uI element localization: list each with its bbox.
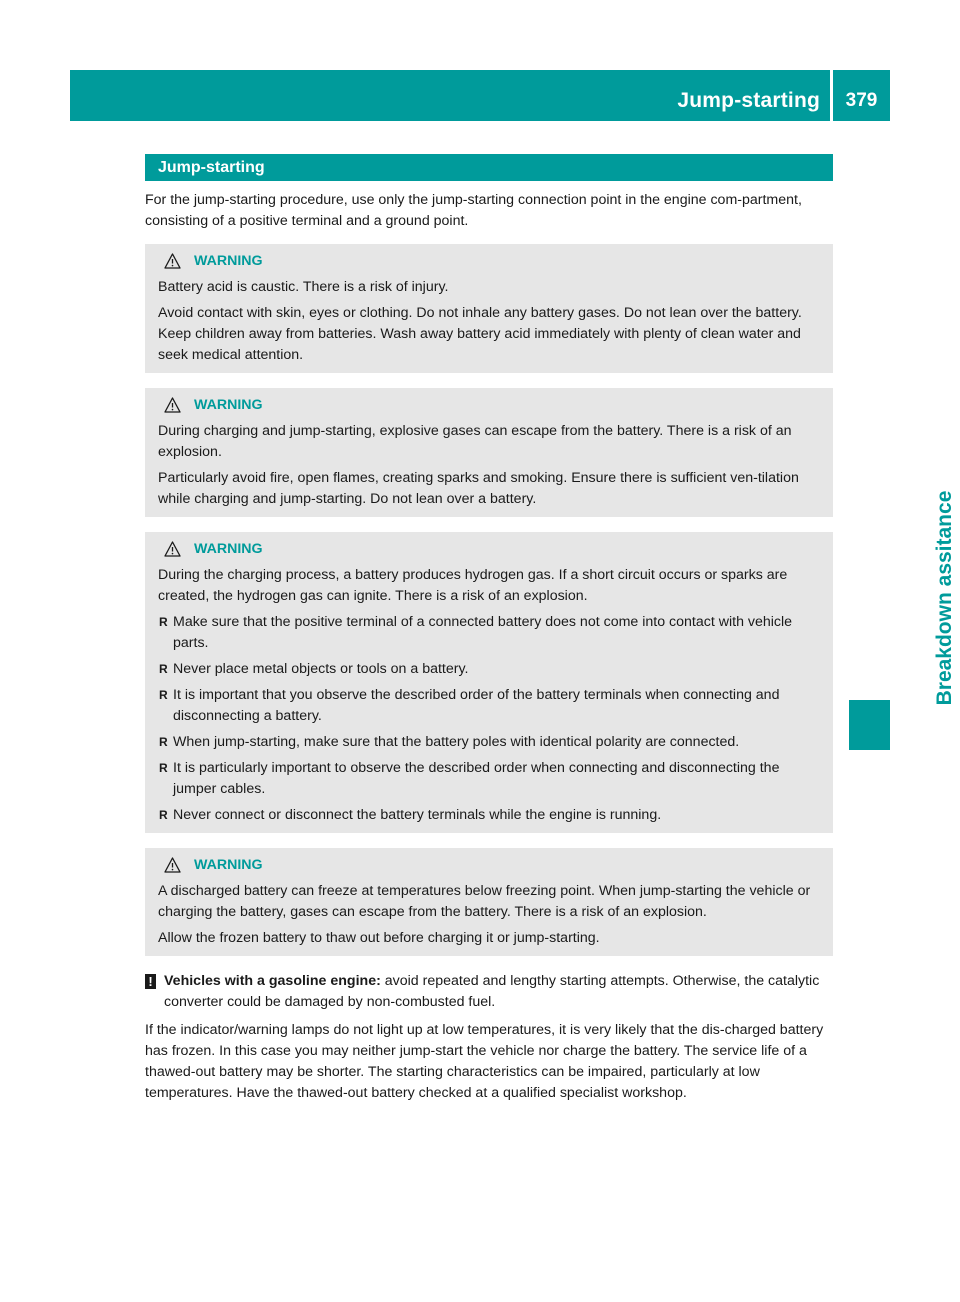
warning-box	[145, 532, 833, 833]
running-header-title: Jump-starting	[677, 89, 820, 112]
warning-label: WARNING	[194, 397, 263, 413]
list-item-text: It is important that you observe the described order of the battery terminals when connecting and disconnecting a battery.	[173, 687, 780, 724]
warning-text: A discharged battery can freeze at temperatures below freezing point. When jump-starting the vehicle or charging the battery, gases can escape from the battery. There is a risk of an explosion.	[158, 883, 811, 920]
warning-text: Avoid contact with skin, eyes or clothing. Do not inhale any battery gases. Do not lean over the battery. Keep children away from batteries. Wash away battery acid immediately with plenty of clean water and seek medical attention.	[158, 305, 802, 363]
warning-title	[158, 855, 825, 875]
chapter-tab-marker	[849, 700, 890, 750]
list-item	[158, 685, 825, 727]
list-item	[158, 805, 825, 826]
warning-triangle-icon	[164, 541, 181, 557]
warning-text: Allow the frozen battery to thaw out before charging it or jump-starting.	[158, 930, 600, 946]
warning-text: Battery acid is caustic. There is a risk of injury.	[158, 279, 449, 295]
bullet-icon: R	[159, 761, 168, 775]
list-item-text: Never connect or disconnect the battery terminals while the engine is running.	[173, 807, 662, 823]
list-item-text: Never place metal objects or tools on a battery.	[173, 661, 469, 677]
warning-label: WARNING	[194, 541, 263, 557]
closing-paragraph: If the indicator/warning lamps do not light up at low temperatures, it is very likely that the dis-charged battery has frozen. In this case you may neither jump-start the vehicle nor charge the battery. The service life of a thawed-out battery may be shorter. The starting characteristics can be impaired, particularly at low temperatures. Have the thawed-out battery checked at a qualified specialist workshop.	[145, 1022, 824, 1101]
notice-lead: Vehicles with a gasoline engine:	[164, 973, 381, 989]
page-number: 379	[845, 90, 878, 111]
bullet-icon: R	[159, 662, 168, 676]
warning-triangle-icon	[164, 253, 181, 269]
warning-text: During the charging process, a battery produces hydrogen gas. If a short circuit occurs or sparks are created, the hydrogen gas can ignite. There is a risk of an explosion.	[158, 567, 788, 604]
list-item-text: When jump-starting, make sure that the battery poles with identical polarity are connected.	[173, 734, 740, 750]
warning-bullet-list	[158, 612, 825, 826]
warning-title	[158, 539, 825, 559]
warning-text: During charging and jump-starting, explosive gases can escape from the battery. There is a risk of an explosion.	[158, 423, 792, 460]
warning-box	[145, 244, 833, 373]
bullet-icon: R	[159, 688, 168, 702]
bullet-icon: R	[159, 808, 168, 822]
warning-text: Particularly avoid fire, open flames, creating sparks and smoking. Ensure there is sufficient ven-tilation while charging and jump-starting. Do not lean over a battery.	[158, 470, 799, 507]
list-item	[158, 659, 825, 680]
warning-label: WARNING	[194, 857, 263, 873]
warning-triangle-icon	[164, 857, 181, 873]
warning-box	[145, 848, 833, 956]
list-item-text: Make sure that the positive terminal of a connected battery does not come into contact with vehicle parts.	[173, 614, 793, 651]
list-item-text: It is particularly important to observe the described order when connecting and disconnecting the jumper cables.	[173, 760, 780, 797]
warning-title	[158, 395, 825, 415]
bullet-icon: R	[159, 615, 168, 629]
warning-title	[158, 251, 825, 271]
chapter-side-tab: Breakdown assitance	[933, 490, 956, 706]
notice-body: avoid repeated and lengthy starting attempts. Otherwise, the catalytic converter could be damaged by non-combusted fuel.	[164, 973, 820, 1010]
exclamation-icon: !	[145, 974, 156, 989]
section-heading: Jump-starting	[145, 154, 833, 181]
bullet-icon: R	[159, 735, 168, 749]
warning-triangle-icon	[164, 397, 181, 413]
list-item	[158, 758, 825, 800]
intro-paragraph: For the jump-starting procedure, use only the jump-starting connection point in the engine com-partment, consisting of a positive terminal and a ground point.	[145, 192, 802, 229]
notice-text	[164, 971, 833, 1013]
list-item	[158, 612, 825, 654]
warning-box	[145, 388, 833, 517]
warning-label: WARNING	[194, 253, 263, 269]
page-content	[145, 154, 833, 1104]
vehicle-damage-notice	[145, 971, 833, 1013]
list-item	[158, 732, 825, 753]
